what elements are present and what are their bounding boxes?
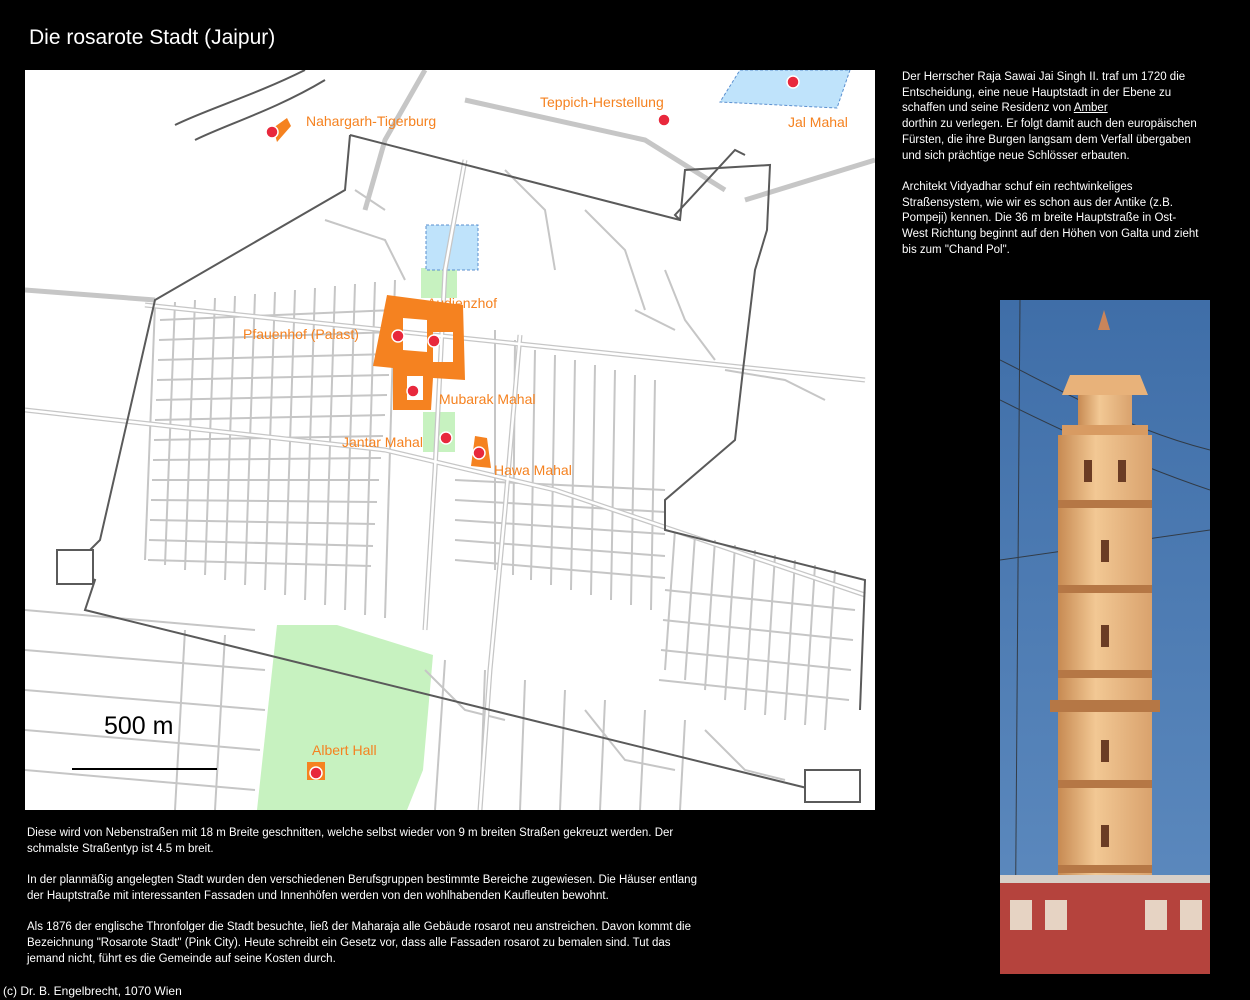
history-paragraph-2: In der planmäßig angelegten Stadt wurden den verschiedenen Berufsgruppen bestimmte Bereiche zugewiesen. Die Häuser entlang der Hauptstraße mit interessanten Fassaden und Innenhöfen werden von den wohlhabenden Kaufleuten bewohnt. xyxy=(27,874,697,902)
marker-hawa[interactable] xyxy=(473,447,485,459)
minaret-photo xyxy=(1000,300,1210,974)
label-albert[interactable]: Albert Hall xyxy=(312,742,377,758)
intro-paragraph-1 xyxy=(902,70,1202,164)
label-teppich[interactable]: Teppich-Herstellung xyxy=(540,94,664,110)
marker-audienzhof[interactable] xyxy=(428,335,440,347)
history-text xyxy=(27,826,707,983)
history-paragraph-1: Diese wird von Nebenstraßen mit 18 m Breite geschnitten, welche selbst wieder von 9 m breiten Straßen gekreuzt werden. Der schmalste Straßentyp ist 4.5 m breit. xyxy=(27,827,674,855)
label-hawa[interactable]: Hawa Mahal xyxy=(494,462,572,478)
label-nahargarh[interactable]: Nahargarh-Tigerburg xyxy=(306,113,437,129)
history-paragraph-3: Als 1876 der englische Thronfolger die Stadt besuchte, ließ der Maharaja alle Gebäude rosarot neu anstreichen. Davon kommt die Bezeichnung "Rosarote Stadt" (Pink City). Heute schreibt ein Gesetz vor, dass alle Fassaden rosarot zu bemalen sind. Tut das jemand nicht, führt es die Gemeinde auf seine Kosten durch. xyxy=(27,921,691,965)
map-canvas xyxy=(25,70,875,810)
minaret-illustration xyxy=(1000,300,1210,974)
intro-text xyxy=(902,70,1202,274)
label-audienzhof[interactable]: Audienzhof xyxy=(427,295,498,311)
marker-nahargarh[interactable] xyxy=(266,126,278,138)
marker-jantar[interactable] xyxy=(440,432,452,444)
amber-link[interactable]: Amber xyxy=(1073,102,1108,115)
label-jantar[interactable]: Jantar Mahal xyxy=(342,434,423,450)
palace-garden xyxy=(421,268,457,298)
label-pfauenhof[interactable]: Pfauenhof (Palast) xyxy=(243,326,359,342)
jal-mahal-lake xyxy=(720,70,850,108)
page-title: Die rosarote Stadt (Jaipur) xyxy=(29,26,276,49)
marker-jal-mahal[interactable] xyxy=(787,76,799,88)
marker-teppich[interactable] xyxy=(658,114,670,126)
intro-text-part-2: dorthin zu verlegen. Er folgt damit auch den europäischen Fürsten, die ihre Burgen langsam dem Verfall übergaben und sich prächtige neue Schlösser erbauten. xyxy=(902,118,1197,162)
albert-hall-park xyxy=(257,625,433,810)
label-mubarak[interactable]: Mubarak Mahal xyxy=(439,391,536,407)
intro-paragraph-2: Architekt Vidyadhar schuf ein rechtwinkeliges Straßensystem, wie wir es schon aus der Antike (z.B. Pompeji) kennen. Die 36 m breite Hauptstraße in Ost-West Richtung beginnt auf den Höhen von Galta und zieht bis zum "Chand Pol". xyxy=(902,180,1199,256)
jaipur-map[interactable] xyxy=(25,70,875,810)
marker-pfauenhof[interactable] xyxy=(392,330,404,342)
marker-albert[interactable] xyxy=(310,767,322,779)
label-jal-mahal[interactable]: Jal Mahal xyxy=(788,114,848,130)
copyright-credit: (c) Dr. B. Engelbrecht, 1070 Wien xyxy=(3,984,182,998)
scale-label: 500 m xyxy=(104,712,174,740)
marker-mubarak[interactable] xyxy=(407,385,419,397)
intro-text-part-1: Der Herrscher Raja Sawai Jai Singh II. traf um 1720 die Entscheidung, eine neue Hauptstadt in der Ebene zu schaffen und seine Residenz von xyxy=(902,71,1186,115)
